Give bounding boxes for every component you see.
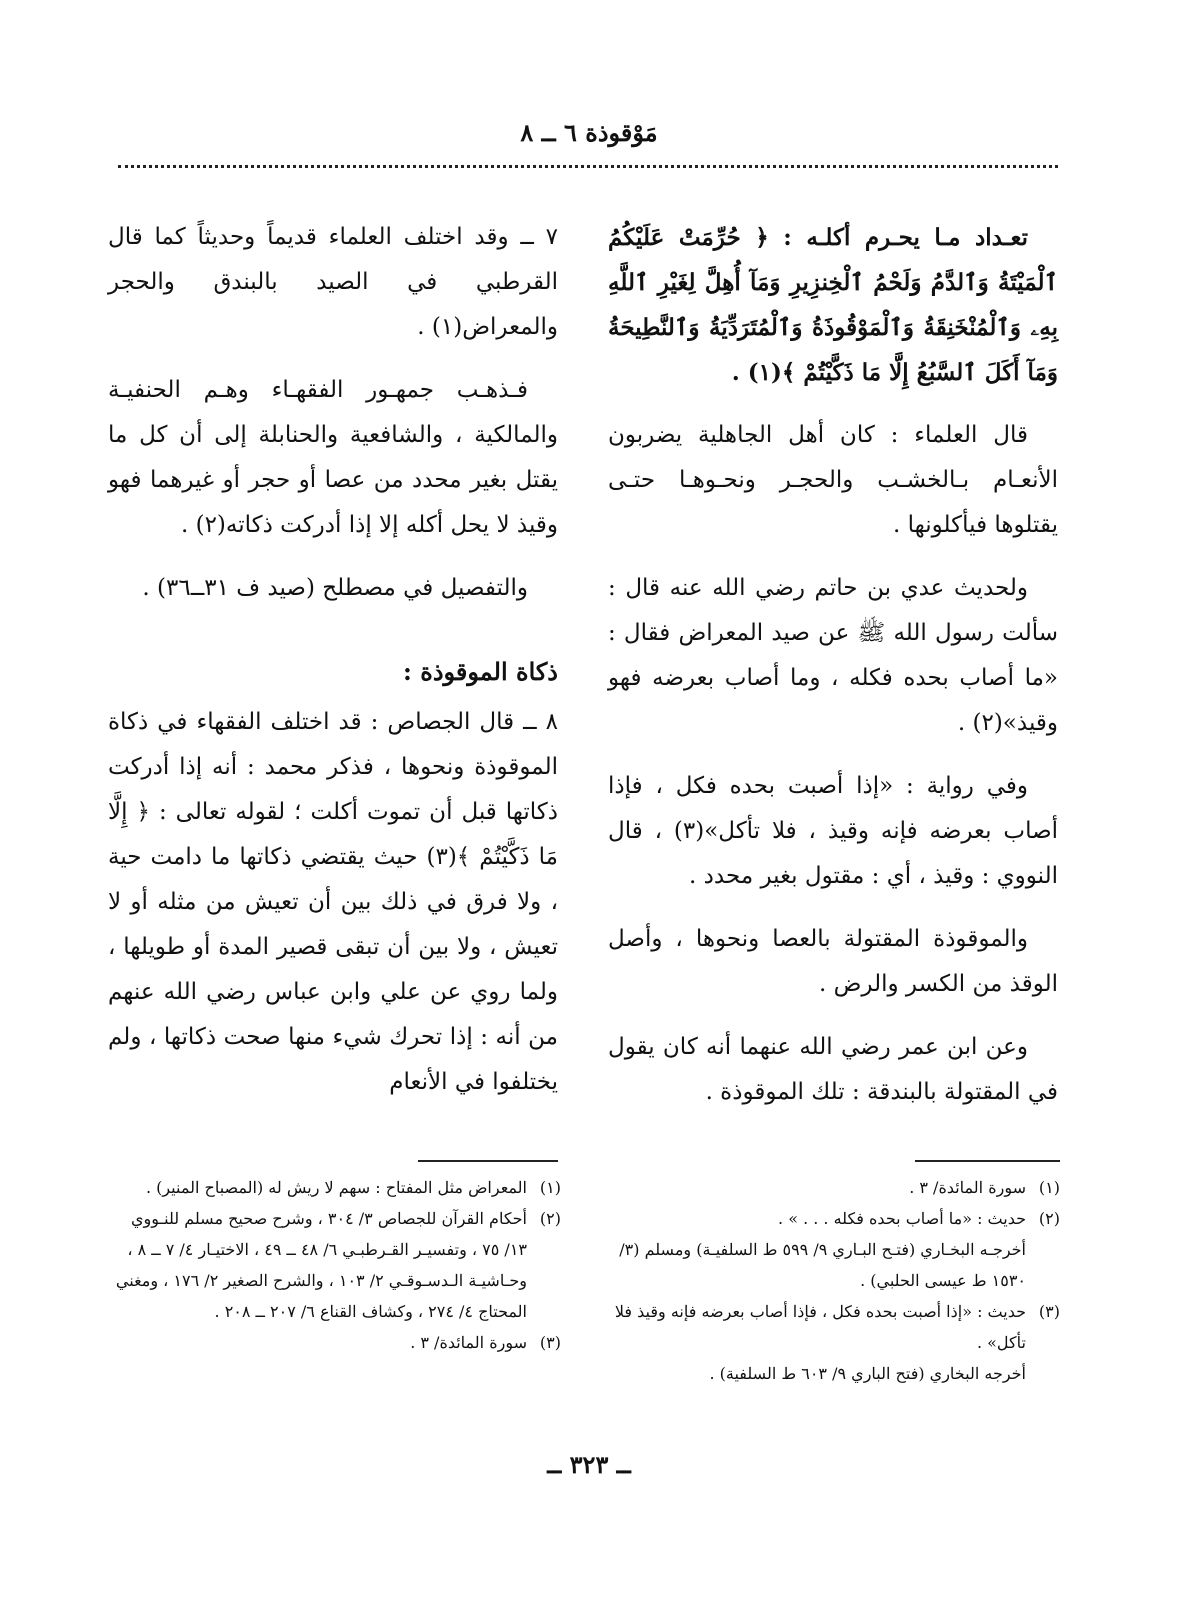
left-column [108,215,558,1123]
footnote [106,1172,561,1203]
footnote-number: (٣) [539,1333,561,1352]
footnote-text: أحكام القرآن للجصاص ٣/ ٣٠٤ ، وشرح صحيح مسلم للنـووي ١٣/ ٧٥ ، وتفسيـر القـرطبـي ٦/ ٤٨ ــ ٤٩ ، الاختيـار ٤/ ٧ ــ ٨ ، وحـاشيـة الـدسـوقـي ٢/ ١٠٣ ، والشرح الصغير ٢/ ١٧٦ ، ومغني المحتاج ٤/ ٢٧٤ ، وكشاف القناع ٦/ ٢٠٧ ــ ٢٠٨ . [115,1209,527,1321]
footnote-separator-left [418,1160,558,1162]
footnote-continuation: أخرجه البخاري (فتح الباري ٩/ ٦٠٣ ط السلفية) . [709,1364,1026,1383]
right-column [608,215,1058,1133]
paragraph-scholars: قال العلماء : كان أهل الجاهلية يضربون الأنعـام بـالخشـب والحجـر ونحـوهـا حتـى يقتلوها فيأكلونها . [608,422,1058,538]
header-dotted-divider [118,165,1058,168]
paragraph-ibn-umar: وعن ابن عمر رضي الله عنهما أنه كان يقول في المقتولة بالبندقة : تلك الموقوذة . [608,1034,1058,1105]
paragraph-quran-verse: تعـداد مـا يحـرم أكلـه : ﴿ حُرِّمَتْ عَلَيْكُمُ ٱلْمَيْتَةُ وَٱلدَّمُ وَلَحْمُ ٱلْخِنزِيرِ وَمَآ أُهِلَّ لِغَيْرِ ٱللَّهِ بِهِۦ وَٱلْمُنْخَنِقَةُ وَٱلْمَوْقُوذَةُ وَٱلْمُتَرَدِّيَةُ وَٱلنَّطِيحَةُ وَمَآ أَكَلَ ٱلسَّبُعُ إِلَّا مَا ذَكَّيْتُمْ ﴾(١) . [608,224,1058,386]
footnote-text: حديث : «إذا أصبت بحده فكل ، فإذا أصاب بعرضه فإنه وقيذ فلا تأكل» . [614,1302,1026,1352]
footnote [605,1296,1060,1358]
paragraph-section-8: ٨ ــ قال الجصاص : قد اختلف الفقهاء في ذكاة الموقوذة ونحوها ، فذكر محمد : أنه إذا أدركت ذكاتها قبل أن تموت أكلت ؛ لقوله تعالى : ﴿ إِلَّا مَا ذَكَّيْتُمْ ﴾(٣) حيث يقتضي ذكاتها ما دامت حية ، ولا فرق في ذلك بين أن تعيش من مثله أو لا تعيش ، ولا بين أن تبقى قصير المدة أو طويلها ، ولما روي عن علي وابن عباس رضي الله عنهم من أنه : إذا تحرك شيء منها صحت ذكاتها ، ولم يختلفوا في الأنعام [108,709,558,1095]
footnote-number: (٣) [1038,1302,1060,1321]
footnotes-left [106,1172,561,1358]
paragraph-jumhur: فـذهـب جمهـور الفقهـاء وهـم الحنفيـة والمالكية ، والشافعية والحنابلة إلى أن كل ما يقتل بغير محدد من عصا أو حجر أو غيرهما فهو وقيذ لا يحل أكله إلا إذا أدركت ذكاته(٢) . [108,377,558,538]
footnote-continuation: أخرجـه البخـاري (فتـح البـاري ٩/ ٥٩٩ ط السلفيـة) ومسلم (٣/ ١٥٣٠ ط عيسى الحلبي) . [619,1240,1026,1290]
footnote [106,1327,561,1358]
footnote-text: المعراض مثل المفتاح : سهم لا ريش له (المصباح المنير) . [145,1178,527,1197]
paragraph-hadith-adi: ولحديث عدي بن حاتم رضي الله عنه قال : سألت رسول الله ﷺ عن صيد المعراض فقال : «ما أصاب بحده فكله ، وما أصاب بعرضه فهو وقيذ»(٢) . [608,575,1058,736]
footnotes-right [605,1172,1060,1389]
paragraph-section-7: ٧ ــ وقد اختلف العلماء قديماً وحديثاً كما قال القرطبي في الصيد بالبندق والحجر والمعراض(١) . [108,224,558,340]
footnote-text: سورة المائدة/ ٣ . [909,1178,1026,1197]
footnote [605,1203,1060,1234]
footnote [106,1203,561,1327]
section-heading: ذكاة الموقوذة : [403,657,558,686]
footnote-number: (١) [539,1178,561,1197]
footnote-number: (٢) [539,1209,561,1228]
footnote-number: (٢) [1038,1209,1060,1228]
page-number: ــ ٣٢٣ ــ [547,1450,631,1479]
footnote-number: (١) [1038,1178,1060,1197]
page-header-title: مَوْقوذة ٦ ــ ٨ [520,118,658,147]
footnote [605,1172,1060,1203]
paragraph-riwaya: وفي رواية : «إذا أصبت بحده فكل ، فإذا أصاب بعرضه فإنه وقيذ ، فلا تأكل»(٣) ، قال النووي : وقيذ ، أي : مقتول بغير محدد . [608,773,1059,889]
paragraph-definition: والموقوذة المقتولة بالعصا ونحوها ، وأصل الوقذ من الكسر والرض . [608,926,1058,997]
footnote-text: سورة المائدة/ ٣ . [410,1333,527,1352]
footnote-separator-right [915,1160,1060,1162]
footnote-text: حديث : «ما أصاب بحده فكله . . . » . [778,1209,1026,1228]
paragraph-tafsil: والتفصيل في مصطلح (صيد ف ٣١ــ٣٦) . [142,575,528,601]
